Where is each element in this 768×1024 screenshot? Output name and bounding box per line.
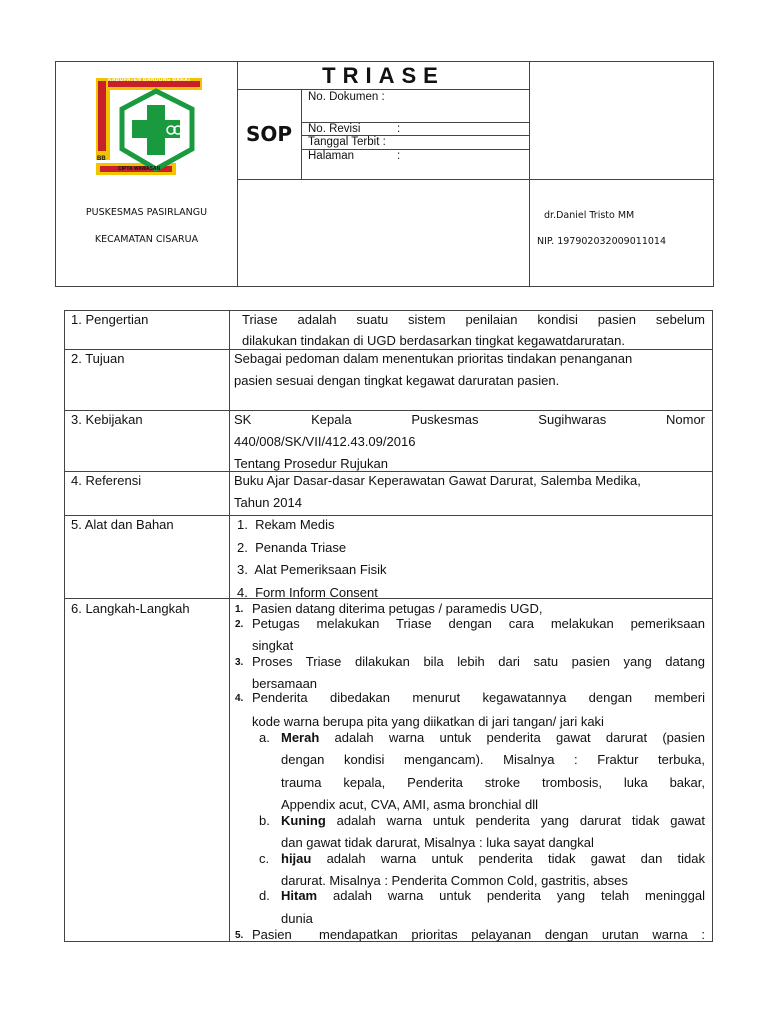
alat-item-4: 4. Form Inform Consent bbox=[237, 585, 378, 600]
step-number-2: 2. bbox=[235, 619, 244, 630]
color-hitam: Hitam bbox=[281, 888, 318, 903]
kebijakan-line-1: SK Kepala Puskesmas Sugihwaras Nomor bbox=[234, 412, 705, 427]
substep-letter-a: a. bbox=[259, 730, 270, 745]
organization-name: PUSKESMAS PASIRLANGU bbox=[85, 207, 208, 218]
pengertian-line-1: Triase adalah suatu sistem penilaian kondisi pasien sebelum bbox=[242, 312, 705, 327]
step-number-4: 4. bbox=[235, 693, 244, 704]
no-dokumen-label: No. Dokumen : bbox=[308, 91, 385, 103]
substep-a-line-1 bbox=[281, 730, 705, 746]
logo-side-text: BB bbox=[97, 156, 106, 162]
no-revisi-label: No. Revisi bbox=[308, 123, 361, 135]
official-name: dr.Daniel Tristo MM bbox=[544, 210, 635, 221]
substep-b-line-2: dan gawat tidak darurat, Misalnya : luka sayat dangkal bbox=[281, 835, 594, 850]
substep-d-line-1 bbox=[281, 888, 705, 904]
color-merah: Merah bbox=[281, 730, 320, 745]
document-title: TRIASE bbox=[322, 63, 445, 88]
no-revisi-colon: : bbox=[397, 123, 401, 135]
step-4-line-2: kode warna berupa pita yang diikatkan di jari tangan/ jari kaki bbox=[252, 714, 604, 729]
referensi-line-2: Tahun 2014 bbox=[234, 495, 302, 510]
label-langkah: 6. Langkah-Langkah bbox=[71, 601, 190, 616]
label-pengertian: 1. Pengertian bbox=[71, 312, 149, 327]
tujuan-line-1: Sebagai pedoman dalam menentukan prioritas tindakan penanganan bbox=[234, 351, 633, 366]
label-alat-bahan: 5. Alat dan Bahan bbox=[71, 517, 174, 532]
substep-d-text: adalah warna untuk penderita yang telah meninggal bbox=[317, 888, 705, 903]
subdistrict-name: KECAMATAN CISARUA bbox=[94, 234, 199, 245]
step-5: Pasien mendapatkan prioritas pelayanan dengan urutan warna : bbox=[252, 927, 705, 942]
tujuan-line-2: pasien sesuai dengan tingkat kegawat daruratan pasien. bbox=[234, 373, 560, 388]
kebijakan-line-2: 440/008/SK/VII/412.43.09/2016 bbox=[234, 434, 416, 449]
alat-item-1: 1. Rekam Medis bbox=[237, 517, 335, 532]
kebijakan-line-3: Tentang Prosedur Rujukan bbox=[234, 456, 388, 471]
substep-a-text: adalah warna untuk penderita gawat darurat (pasien bbox=[319, 730, 705, 745]
pengertian-line-2: dilakukan tindakan di UGD berdasarkan tingkat kegawatdaruratan. bbox=[242, 333, 626, 348]
logo-bottom-text: CIPTA WAWASAN bbox=[118, 166, 161, 172]
sop-label: SOP bbox=[245, 122, 293, 146]
step-number-1: 1. bbox=[235, 604, 244, 615]
substep-b-line-1 bbox=[281, 813, 705, 829]
substep-letter-c: c. bbox=[259, 851, 270, 866]
step-3-line-2: bersamaan bbox=[252, 676, 318, 691]
step-2-line-2: singkat bbox=[252, 638, 294, 653]
step-3-line-1: Proses Triase dilakukan bila lebih dari satu pasien yang datang bbox=[252, 654, 705, 669]
substep-letter-b: b. bbox=[259, 813, 270, 828]
substep-letter-d: d. bbox=[259, 888, 270, 903]
halaman-colon: : bbox=[397, 150, 401, 162]
color-hijau: hijau bbox=[281, 851, 312, 866]
substep-a-line-2: dengan kondisi mengancam). Misalnya : Fraktur terbuka, bbox=[281, 752, 705, 767]
referensi-line-1: Buku Ajar Dasar-dasar Keperawatan Gawat Darurat, Salemba Medika, bbox=[234, 473, 641, 488]
label-referensi: 4. Referensi bbox=[71, 473, 142, 488]
official-nip: NIP. 197902032009011014 bbox=[537, 236, 666, 247]
color-kuning: Kuning bbox=[281, 813, 326, 828]
substep-d-line-2: dunia bbox=[281, 911, 313, 926]
label-kebijakan: 3. Kebijakan bbox=[71, 412, 143, 427]
substep-c-line-2: darurat. Misalnya : Penderita Common Cold, gastritis, abses bbox=[281, 873, 628, 888]
step-4-line-1: Penderita dibedakan menurut kegawatannya dengan memberi bbox=[252, 690, 705, 705]
substep-a-line-3: trauma kepala, Penderita stroke trombosis, luka bakar, bbox=[281, 775, 705, 790]
step-number-3: 3. bbox=[235, 657, 244, 668]
alat-item-2: 2. Penanda Triase bbox=[237, 540, 347, 555]
substep-a-line-4: Appendix acut, CVA, AMI, asma bronchial dll bbox=[281, 797, 538, 812]
halaman-label: Halaman bbox=[308, 150, 355, 162]
label-tujuan: 2. Tujuan bbox=[71, 351, 125, 366]
step-number-5: 5. bbox=[235, 930, 244, 941]
substep-c-text: adalah warna untuk penderita tidak gawat dan tidak bbox=[311, 851, 705, 866]
logo-top-text: KABUPATEN BANDUNG BARAT bbox=[108, 77, 192, 83]
tanggal-terbit-label: Tanggal Terbit : bbox=[308, 136, 386, 148]
step-2-line-1: Petugas melakukan Triase dengan cara melakukan pemeriksaan bbox=[252, 616, 705, 631]
substep-b-text: adalah warna untuk penderita yang darurat tidak gawat bbox=[325, 813, 705, 828]
alat-item-3: 3. Alat Pemeriksaan Fisik bbox=[237, 562, 387, 577]
step-1: Pasien datang diterima petugas / paramedis UGD, bbox=[252, 601, 543, 616]
substep-c-line-1 bbox=[281, 851, 705, 867]
